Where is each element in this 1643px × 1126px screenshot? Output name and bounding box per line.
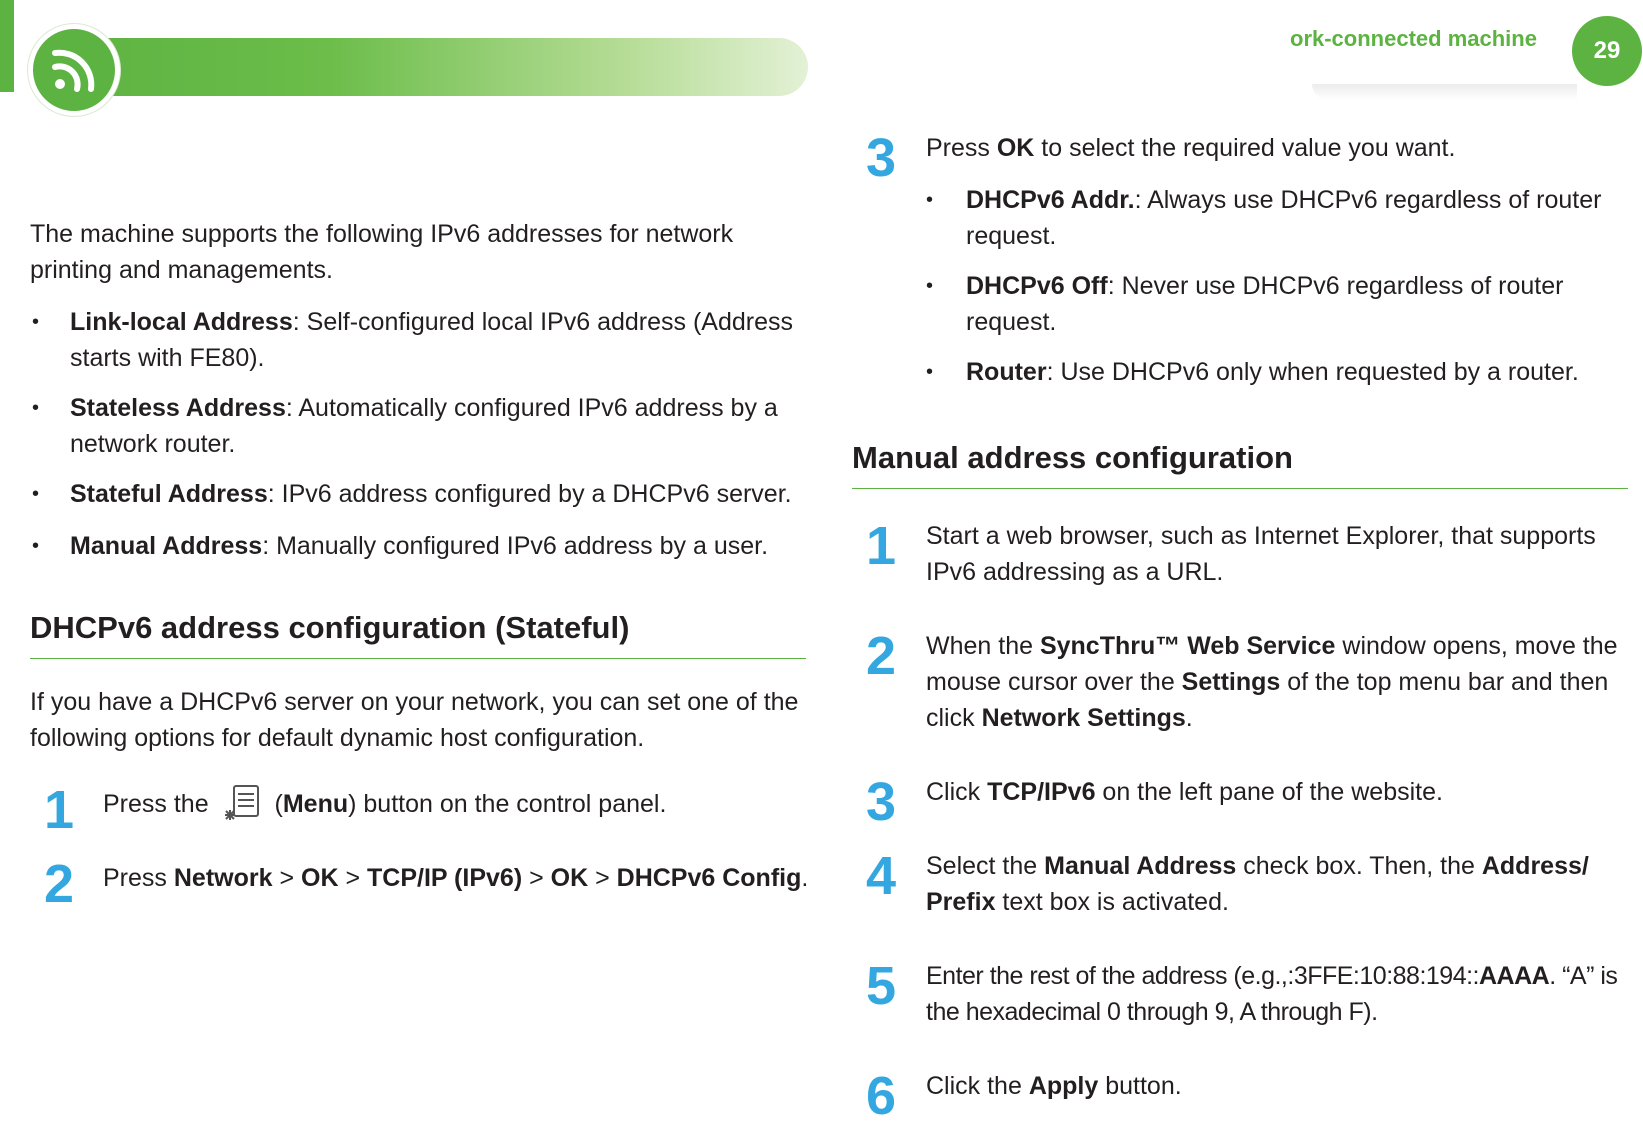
bullet-stateless: Stateless Address: Automatically configured IPv6 address by a network router.	[70, 394, 778, 458]
section-title-dhcpv6: DHCPv6 address configuration (Stateful)	[30, 610, 630, 645]
bullet-stateful: Stateful Address: IPv6 address configured by a DHCPv6 server.	[70, 480, 792, 508]
bullet-dhcpv6-off: DHCPv6 Off: Never use DHCPv6 regardless of router request.	[966, 272, 1564, 336]
step-press-network: Press Network > OK > TCP/IP (IPv6) > OK > DHCPv6 Config.	[103, 864, 809, 892]
bullet-marker: •	[32, 397, 40, 419]
step-syncthru: When the SyncThru™ Web Service window opens, move the mouse cursor over the Settings of the top menu bar and then click Network Settings.	[926, 632, 1618, 732]
step-enter-address: Enter the rest of the address (e.g.,:3FFE:10:88:194::AAAA. “A” is the hexadecimal 0 through 9, A through F).	[926, 962, 1618, 1026]
section-intro-paragraph: If you have a DHCPv6 server on your network, you can set one of the following options for default dynamic host configuration.	[30, 688, 799, 752]
bullet-marker: •	[926, 361, 934, 383]
step-press-ok: Press OK to select the required value you want.	[926, 134, 1456, 162]
bullet-marker: •	[32, 483, 40, 505]
section-divider	[852, 488, 1628, 489]
bullet-marker: •	[32, 535, 40, 557]
chapter-title-shadow	[1312, 84, 1577, 100]
step-number: 3	[866, 772, 897, 832]
bullet-link-local: Link-local Address: Self-configured local IPv6 address (Address starts with FE80).	[70, 308, 793, 372]
page-number: 29	[1572, 16, 1642, 86]
section-divider	[30, 658, 806, 659]
step-number: 3	[866, 128, 897, 188]
bullet-manual: Manual Address: Manually configured IPv6 address by a user.	[70, 532, 769, 560]
bullet-marker: •	[32, 311, 40, 333]
step-number: 4	[866, 846, 897, 906]
header-edge-bar	[0, 0, 14, 92]
bullet-marker: •	[926, 275, 934, 297]
intro-paragraph: The machine supports the following IPv6 addresses for network printing and managements.	[30, 220, 734, 284]
step-manual-address: Select the Manual Address check box. Then, the Address/ Prefix text box is activated.	[926, 852, 1589, 916]
chapter-badge	[28, 24, 120, 116]
step-click-tcpipv6: Click TCP/IPv6 on the left pane of the website.	[926, 778, 1443, 806]
step-click-apply: Click the Apply button.	[926, 1072, 1182, 1100]
bullet-router: Router: Use DHCPv6 only when requested by a router.	[966, 358, 1579, 386]
step-press-menu: Press the (Menu) button on the control panel.	[103, 784, 803, 822]
menu-icon	[222, 784, 262, 822]
step-number: 5	[866, 956, 897, 1016]
step-number: 6	[866, 1066, 897, 1126]
step-start-browser: Start a web browser, such as Internet Explorer, that supports IPv6 addressing as a URL.	[926, 522, 1596, 586]
chapter-title: ork-connected machine	[1290, 26, 1537, 51]
step-number: 2	[866, 626, 897, 686]
bullet-marker: •	[926, 189, 934, 211]
wifi-signal-icon	[33, 29, 115, 111]
section-title-manual: Manual address configuration	[852, 440, 1293, 475]
step-number: 1	[866, 516, 897, 576]
step-number: 2	[44, 854, 75, 914]
step-number: 1	[44, 780, 75, 840]
bullet-dhcpv6-addr: DHCPv6 Addr.: Always use DHCPv6 regardless of router request.	[966, 186, 1602, 250]
header-ribbon	[70, 38, 808, 96]
